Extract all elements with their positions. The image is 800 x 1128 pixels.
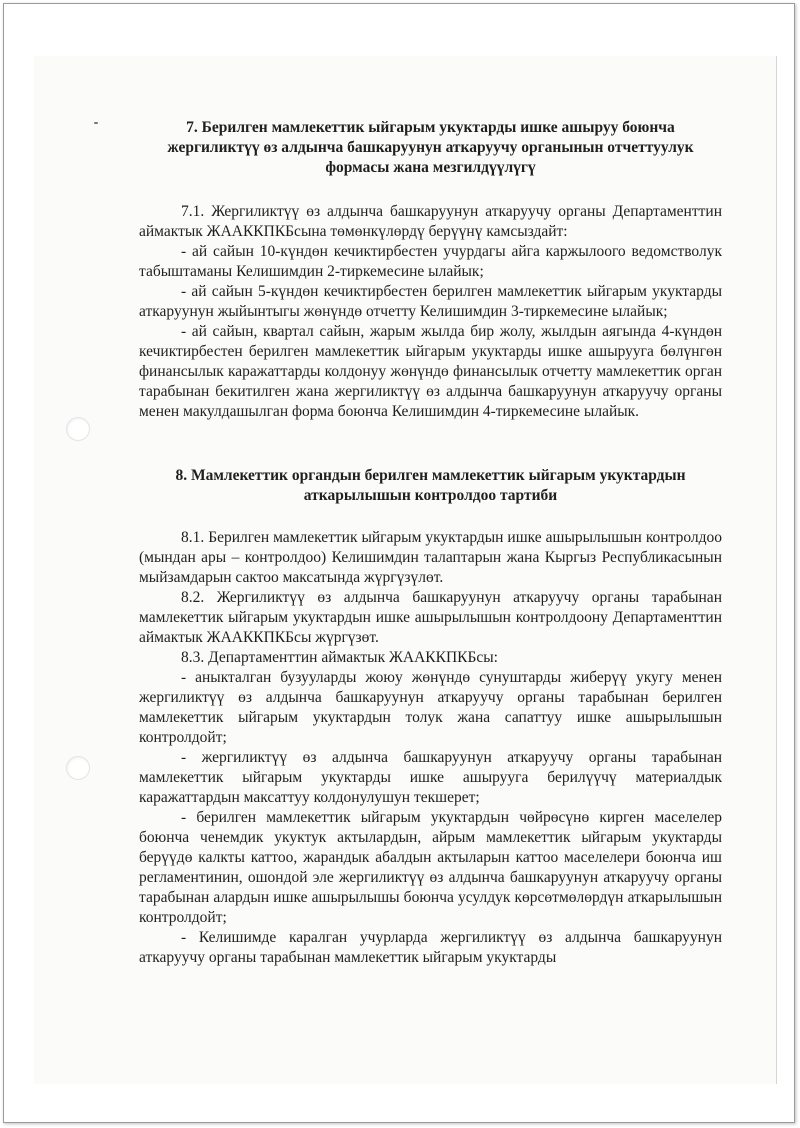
paragraph-8-1: 8.1. Берилген мамлекеттик ыйгарым укуктардын ишке ашырылышын контролдоо (мындан ары – контролдоо) Келишимдин талаптарын жана Кыргыз Республикасынын мыйзамдарын сактоо максатында жүргүзүлөт. bbox=[139, 529, 722, 586]
section-7-title: 7. Берилген мамлекеттик ыйгарым укуктарды ишке ашыруу боюнча жергиликтүү өз алдынча башкаруунун аткаруучу органынын отчеттуулук формасы жана мезгилдүүлүгү bbox=[167, 119, 694, 176]
paragraph-7-1: 7.1. Жергиликтүү өз алдынча башкаруунун аткаруучу органы Департаменттин аймактык ЖААККПКБсына төмөнкүлөрдү берүүнү камсыздайт: bbox=[139, 203, 722, 240]
list-item: - Келишимде каралган учурларда жергиликтүү өз алдынча башкаруунун аткаруучу органы тарабынан мамлекеттик ыйгарым укуктарды bbox=[139, 929, 722, 966]
list-item: - ай сайын 10-күндөн кечиктирбестен учурдагы айга каржылоого ведомстволук табыштаманы Келишимдин 2-тиркемесине ылайык; bbox=[139, 243, 722, 280]
list-item: - аныкталган бузууларды жоюу жөнүндө сунуштарды жиберүү укугу менен жергиликтүү өз алдынча башкаруунун аткаруучу органы тарабынан берилген мамлекеттик ыйгарым укуктардын толук жана сапаттуу ишке ашырылышын контролдойт; bbox=[139, 669, 722, 746]
section-8 bbox=[139, 466, 722, 968]
document-body bbox=[139, 118, 722, 968]
scan-speck bbox=[94, 122, 98, 124]
punch-hole-lower bbox=[66, 756, 90, 780]
paragraph-8-2: 8.2. Жергиликтүү өз алдынча башкаруунун аткаруучу органы тарабынан мамлекеттик ыйгарым укуктардын ишке ашырылышын контролдоону Департаменттин аймактык ЖААККПКБсы жүргүзөт. bbox=[139, 589, 722, 646]
list-item: - ай сайын, квартал сайын, жарым жылда бир жолу, жылдын аягында 4-күндөн кечиктирбестен берилген мамлекеттик ыйгарым укуктарды ишке ашырууга бөлүнгөн финансылык каражаттарды колдонуу жөнүндө финансылык отчетту мамлекеттик орган тарабынан бекитилген жана жергиликтүү өз алдынча башкаруунун аткаруучу органы менен макулдашылган форма боюнча Келишимдин 4-тиркемесине ылайык. bbox=[139, 323, 722, 420]
punch-hole-upper bbox=[66, 417, 90, 441]
section-8-title: 8. Мамлекеттик органдын берилген мамлекеттик ыйгарым укуктардын аткарылышын контролдоо тартиби bbox=[175, 467, 686, 504]
section-7 bbox=[139, 118, 722, 422]
page-frame bbox=[3, 3, 795, 1123]
list-item: - жергиликтүү өз алдынча башкаруунун аткаруучу органы тарабынан мамлекеттик ыйгарым укуктарды ишке ашырууга берилүүчү материалдык каражаттардын максаттуу колдонулушун текшерет; bbox=[139, 749, 722, 806]
list-item: - ай сайын 5-күндөн кечиктирбестен берилген мамлекеттик ыйгарым укуктарды аткаруунун жыйынтыгы жөнүндө отчетту Келишимдин 3-тиркемесине ылайык; bbox=[139, 283, 722, 320]
paragraph-8-3: 8.3. Департаменттин аймактык ЖААККПКБсы: bbox=[181, 649, 498, 666]
list-item: - берилген мамлекеттик ыйгарым укуктардын чөйрөсүнө кирген маселелер боюнча ченемдик укуктук актылардын, айрым мамлекеттик ыйгарым укуктарды берүүдө калкты каттоо, жарандык абалдын актыларын каттоо маселелери боюнча иш регламентинин, ошондой эле жергиликтүү өз алдынча башкаруунун аткаруучу органы тарабынан алардын ишке ашырылышы боюнча усулдук көрсөтмөлөрдүн аткарылышын контролдойт; bbox=[139, 809, 722, 926]
